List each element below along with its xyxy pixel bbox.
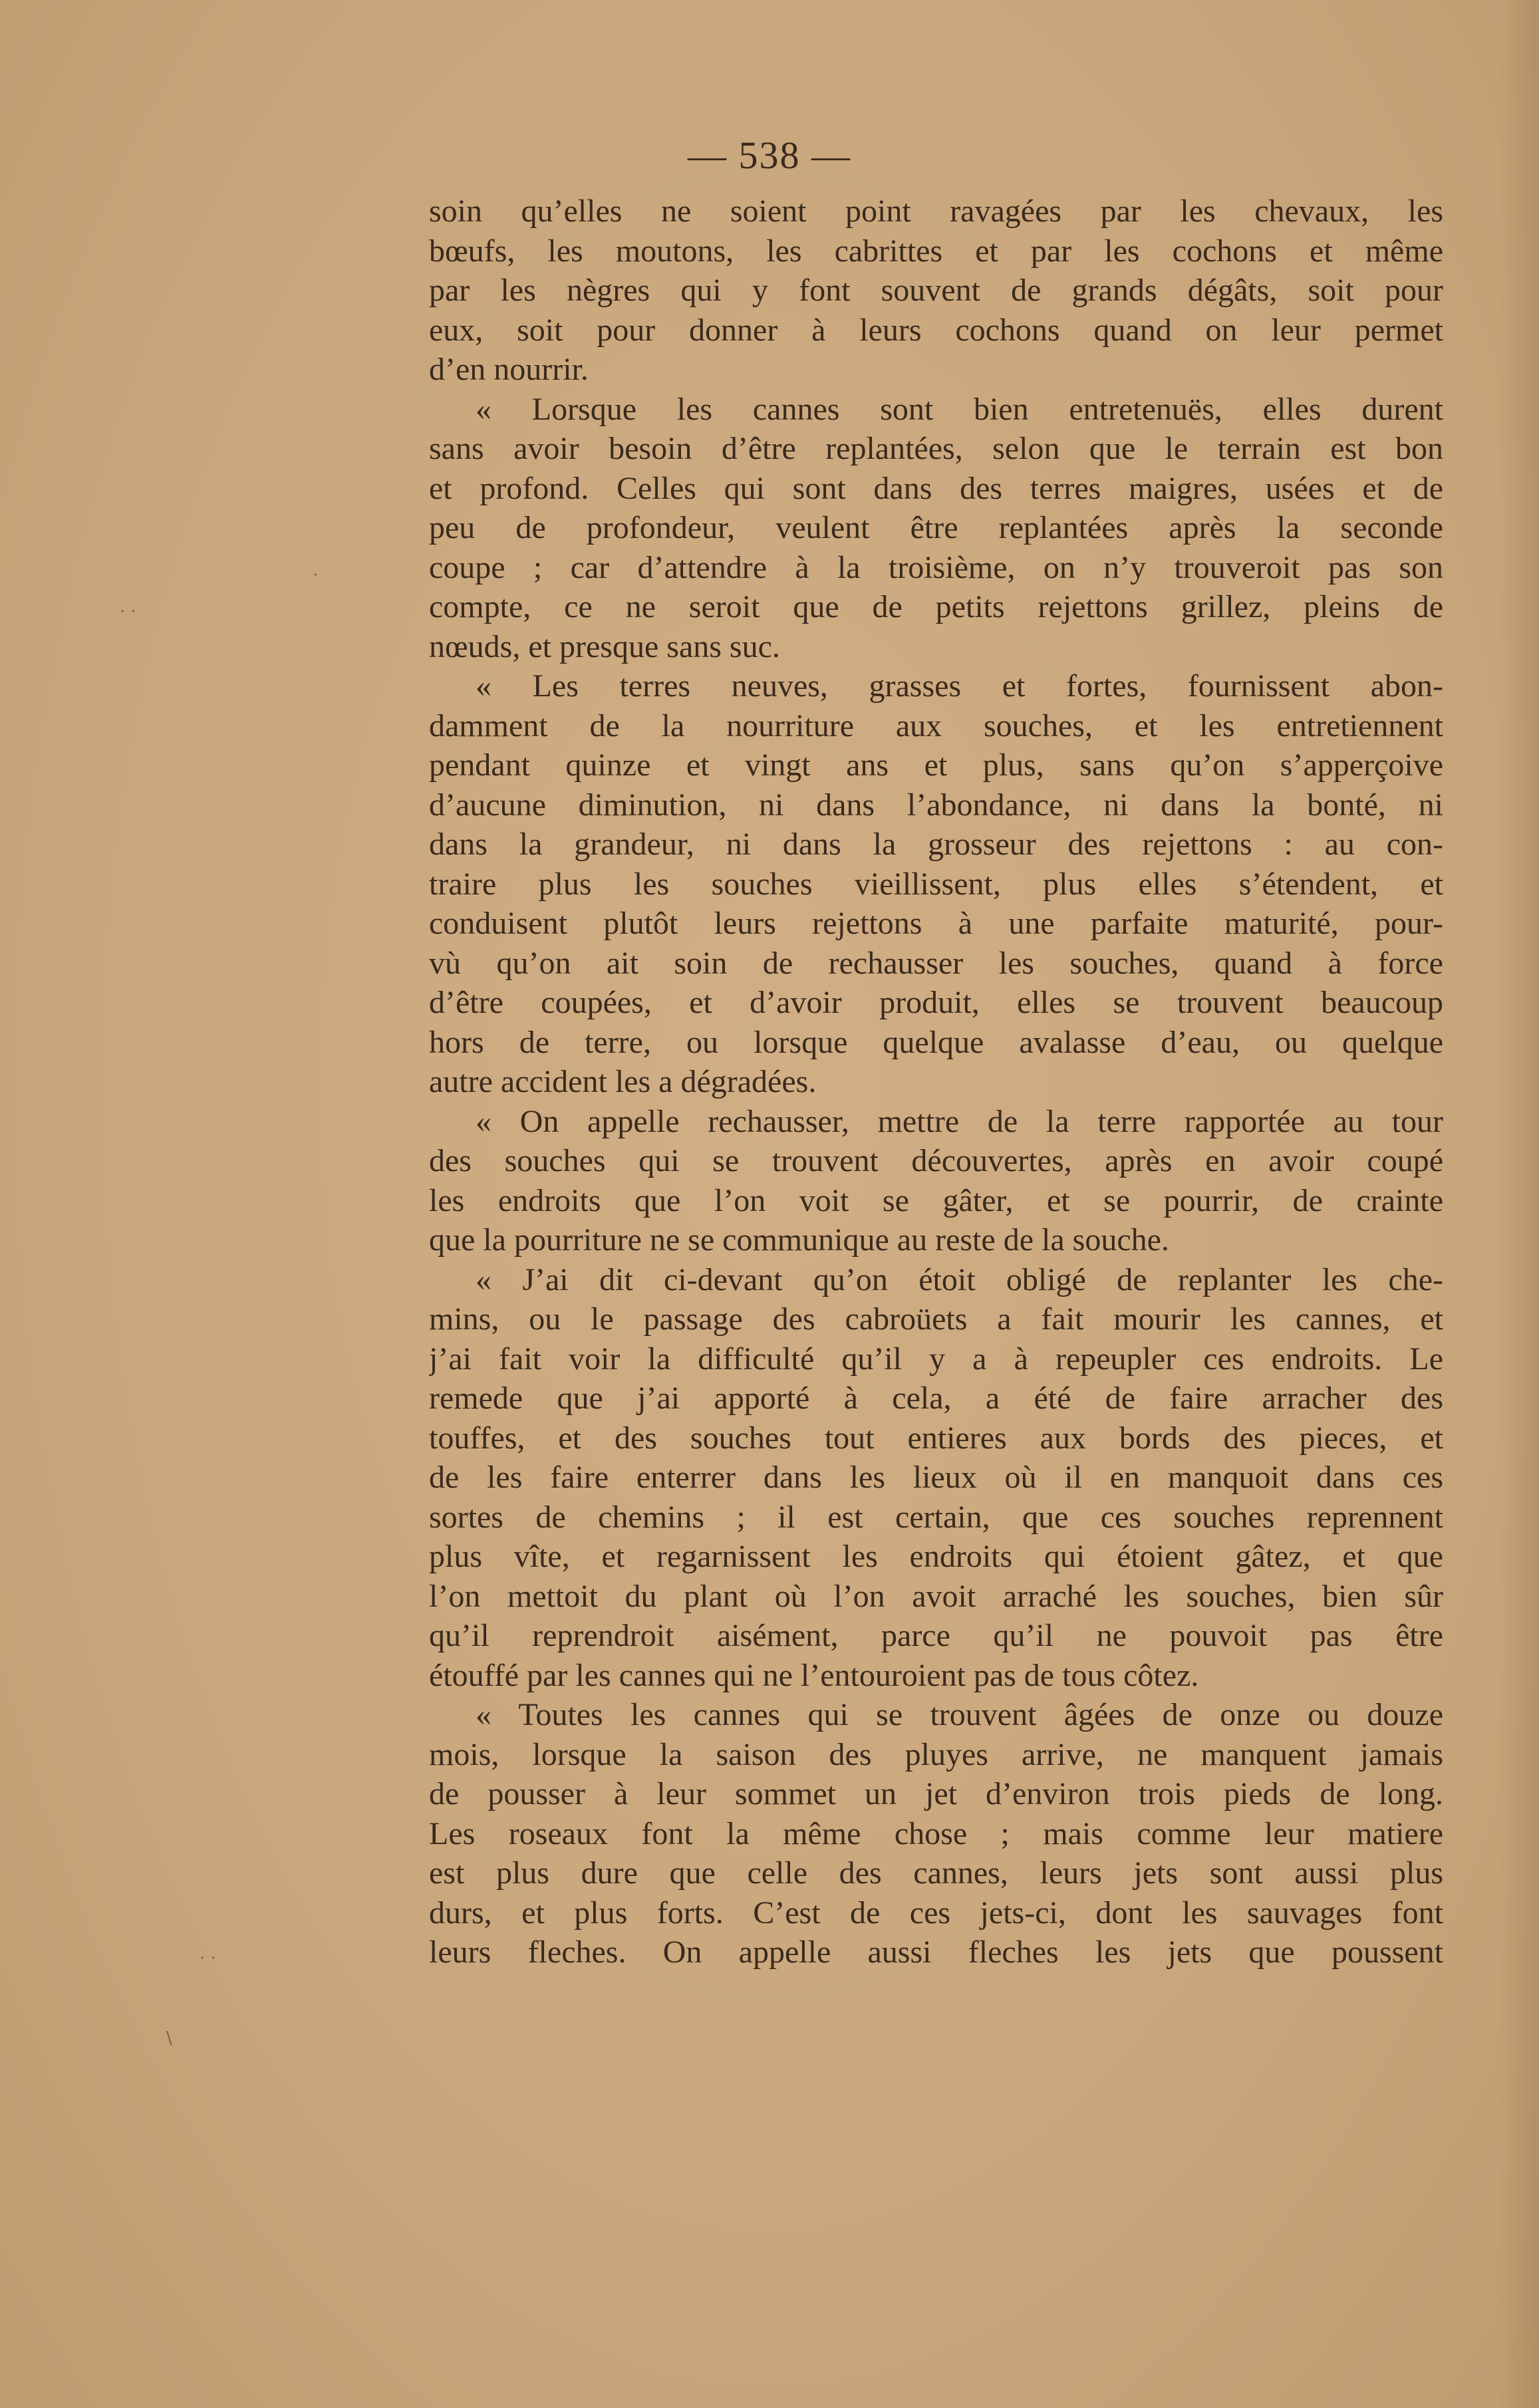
text-line: « Lorsque les cannes sont bien entretenuës, elles durent [476,391,1443,427]
text-line: « On appelle rechausser, mettre de la terre rapportée au tour [476,1103,1443,1139]
text-line: conduisent plutôt leurs rejettons à une parfaite maturité, pour- [429,906,1443,941]
text-line: Les roseaux font la même chose ; mais comme leur matiere [429,1815,1443,1851]
text-line: de pousser à leur sommet un jet d’environ trois pieds de long. [429,1776,1443,1811]
text-line: peu de profondeur, veulent être replantées après la seconde [429,510,1443,545]
text-line: l’on mettoit du plant où l’on avoit arraché les souches, bien sûr [429,1578,1443,1614]
text-line: « J’ai dit ci-devant qu’on étoit obligé de replanter les che- [476,1262,1443,1297]
page-number: — 538 — [688,134,851,177]
text-line: plus vîte, et regarnissent les endroits qui étoient gâtez, et que [429,1539,1443,1574]
text-line: j’ai fait voir la difficulté qu’il y a à repeupler ces endroits. Le [429,1341,1443,1377]
text-line: bœufs, les moutons, les cabrittes et par les cochons et même [429,233,1443,269]
paper-speck: \ [166,2028,172,2048]
text-line: nœuds, et presque sans suc. [429,628,780,664]
paper-speck: · · [120,602,136,622]
text-line: autre accident les a dégradées. [429,1064,817,1099]
text-line: coupe ; car d’attendre à la troisième, on n’y trouveroit pas son [429,549,1443,585]
text-line: traire plus les souches vieillissent, plus elles s’étendent, et [429,866,1443,902]
text-line: remede que j’ai apporté à cela, a été de faire arracher des [429,1381,1443,1416]
text-line: d’aucune diminution, ni dans l’abondance, ni dans la bonté, ni [429,787,1443,823]
text-line: des souches qui se trouvent découvertes, après en avoir coupé [429,1143,1443,1178]
text-line: est plus dure que celle des cannes, leurs jets sont aussi plus [429,1855,1443,1891]
text-line: par les nègres qui y font souvent de grands dégâts, soit pour [429,273,1443,308]
text-line: soin qu’elles ne soient point ravagées par les chevaux, les [429,194,1443,229]
text-line: compte, ce ne seroit que de petits rejettons grillez, pleins de [429,589,1443,624]
text-line: et profond. Celles qui sont dans des terres maigres, usées et de [429,470,1443,506]
text-line: d’en nourrir. [429,352,589,387]
text-line: leurs fleches. On appelle aussi fleches les jets que poussent [429,1935,1443,1970]
text-line: vù qu’on ait soin de rechausser les souches, quand à force [429,945,1443,981]
text-line: d’être coupées, et d’avoir produit, elles se trouvent beaucoup [429,985,1443,1020]
text-line: « Toutes les cannes qui se trouvent âgées de onze ou douze [476,1697,1443,1732]
text-line: touffes, et des souches tout entieres aux bords des pieces, et [429,1420,1443,1456]
text-line: mois, lorsque la saison des pluyes arrive, ne manquent jamais [429,1736,1443,1772]
text-line: que la pourriture ne se communique au reste de la souche. [429,1222,1169,1258]
text-line: dans la grandeur, ni dans la grosseur des rejettons : au con- [429,827,1443,862]
body-text [429,192,1443,1972]
paper-speck: · · [200,1948,216,1968]
text-line: eux, soit pour donner à leurs cochons quand on leur permet [429,312,1443,348]
text-line: mins, ou le passage des cabroüets a fait mourir les cannes, et [429,1301,1443,1337]
text-line: « Les terres neuves, grasses et fortes, fournissent abon- [476,668,1443,704]
text-line: qu’il reprendroit aisément, parce qu’il ne pouvoit pas être [429,1618,1443,1653]
text-line: les endroits que l’on voit se gâter, et se pourrir, de crainte [429,1182,1443,1218]
text-line: hors de terre, ou lorsque quelque avalasse d’eau, ou quelque [429,1024,1443,1060]
paper-speck: · [313,565,319,585]
page-edge-shadow [1499,0,1539,2408]
text-line: de les faire enterrer dans les lieux où il en manquoit dans ces [429,1460,1443,1495]
text-line: étouffé par les cannes qui ne l’entouroient pas de tous côtez. [429,1657,1199,1693]
text-line: durs, et plus forts. C’est de ces jets-ci, dont les sauvages font [429,1895,1443,1931]
text-line: sans avoir besoin d’être replantées, selon que le terrain est bon [429,431,1443,466]
text-line: pendant quinze et vingt ans et plus, sans qu’on s’apperçoive [429,747,1443,783]
text-line: sortes de chemins ; il est certain, que ces souches reprennent [429,1499,1443,1535]
text-line: damment de la nourriture aux souches, et les entretiennent [429,708,1443,743]
